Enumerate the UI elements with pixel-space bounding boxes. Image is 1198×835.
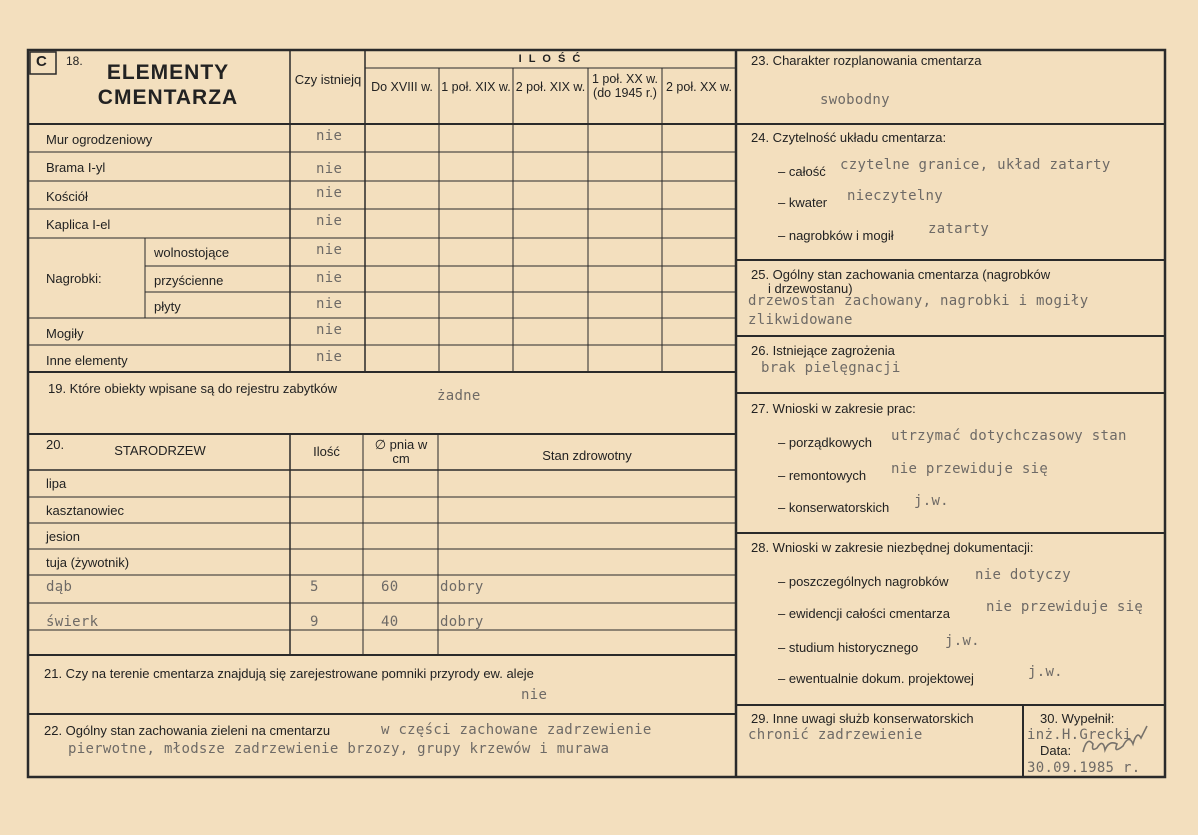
- s20-row-qty: 9: [310, 614, 319, 630]
- s18-row-exists: nie: [316, 128, 343, 144]
- s20-row-qty: 5: [310, 579, 319, 595]
- col-health-header: Stan zdrowotny: [542, 448, 632, 463]
- period-header: 1 poł. XIX w.: [441, 80, 511, 94]
- s27-item-value: j.w.: [914, 493, 949, 509]
- s30-filled-by: inż.H.Grecki: [1027, 727, 1132, 743]
- s24-item-value: zatarty: [928, 221, 990, 237]
- s27-item-label: – konserwatorskich: [778, 500, 890, 515]
- qty-header: I L O Ś Ć: [518, 53, 583, 65]
- s18-row-label: Inne elementy: [46, 353, 128, 368]
- s23-value: swobodny: [820, 92, 890, 108]
- s18-row-exists: nie: [316, 213, 343, 229]
- s20-row-diam: 60: [381, 579, 399, 595]
- s18-title-line2: CMENTARZA: [97, 86, 239, 109]
- s29-label: 29. Inne uwagi służb konserwatorskich: [751, 711, 974, 726]
- s26-value: brak pielęgnacji: [761, 360, 901, 376]
- s24-item-label: – całość: [778, 164, 826, 179]
- s25-label-line1: 25. Ogólny stan zachowania cmentarza (nagrobków: [751, 267, 1051, 282]
- s25-label-line2: i drzewostanu): [768, 281, 853, 296]
- s18-row-exists: nie: [316, 161, 343, 177]
- s26-label: 26. Istniejące zagrożenia: [751, 343, 895, 358]
- col-exists-header: Czy istniejq: [294, 72, 362, 87]
- s27-item-value: nie przewiduje się: [891, 461, 1049, 477]
- s28-item-value: j.w.: [1028, 664, 1063, 680]
- s28-item-label: – studium historycznego: [778, 640, 919, 655]
- s27-item-value: utrzymać dotychczasowy stan: [891, 428, 1127, 444]
- s18-row-label: przyścienne: [154, 273, 224, 288]
- s24-item-value: czytelne granice, układ zatarty: [840, 157, 1111, 173]
- s18-row-label: Kościół: [46, 189, 88, 204]
- col-diam-header: ∅ pnia w cm: [374, 437, 428, 466]
- s18-row-exists: nie: [316, 322, 343, 338]
- s28-item-label: – poszczególnych nagrobków: [778, 574, 949, 589]
- s20-row-species: jesion: [46, 529, 80, 544]
- s18-row-label: wolnostojące: [154, 245, 230, 260]
- s20-title: STARODRZEW: [114, 443, 206, 458]
- s24-item-label: – kwater: [778, 195, 828, 210]
- s20-row-diam: 40: [381, 614, 399, 630]
- s21-label: 21. Czy na terenie cmentarza znajdują się zarejestrowane pomniki przyrody ew. aleje: [44, 666, 534, 681]
- s20-row-health: dobry: [440, 579, 484, 595]
- s19-value: żadne: [437, 388, 481, 404]
- period-header: Do XVIII w.: [371, 80, 433, 94]
- s28-item-value: nie dotyczy: [975, 567, 1072, 583]
- period-header: 2 poł. XIX w.: [515, 80, 586, 94]
- s24-item-value: nieczytelny: [847, 188, 944, 204]
- s19-label: 19. Które obiekty wpisane są do rejestru zabytków: [48, 381, 338, 396]
- s22-value-line2: pierwotne, młodsze zadrzewienie brzozy, grupy krzewów i murawa: [68, 741, 610, 757]
- s30-label: 30. Wypełnił:: [1040, 711, 1115, 726]
- s28-label: 28. Wnioski w zakresie niezbędnej dokumentacji:: [751, 540, 1034, 555]
- period-header: 1 poł. XX w. (do 1945 r.): [591, 72, 658, 100]
- section-letter: C: [36, 53, 47, 70]
- s27-item-label: – remontowych: [778, 468, 867, 483]
- s18-title-line1: ELEMENTY: [106, 61, 230, 84]
- nagrobki-group-label: Nagrobki:: [46, 271, 102, 286]
- s29-value: chronić zadrzewienie: [748, 727, 923, 743]
- s18-number: 18.: [66, 54, 83, 68]
- s25-value-line2: zlikwidowane: [748, 312, 853, 328]
- s22-label: 22. Ogólny stan zachowania zieleni na cmentarzu: [44, 723, 331, 738]
- s20-row-species: kasztanowiec: [46, 503, 125, 518]
- s24-label: 24. Czytelność układu cmentarza:: [751, 130, 947, 145]
- s18-row-label: Kaplica I-el: [46, 217, 111, 232]
- period-header: 2 poł. XX w.: [665, 80, 732, 94]
- s18-row-label: Mogiły: [46, 326, 84, 341]
- s18-row-exists: nie: [316, 270, 343, 286]
- s18-row-label: Mur ogrodzeniowy: [46, 132, 153, 147]
- s20-row-health: dobry: [440, 614, 484, 630]
- s18-row-exists: nie: [316, 242, 343, 258]
- s25-value-line1: drzewostan zachowany, nagrobki i mogiły: [748, 293, 1089, 309]
- s23-label: 23. Charakter rozplanowania cmentarza: [751, 53, 982, 68]
- s18-row-exists: nie: [316, 296, 343, 312]
- s30-date-label: Data:: [1040, 743, 1072, 758]
- s28-item-label: – ewidencji całości cmentarza: [778, 606, 950, 621]
- s18-row-label: Brama I-yl: [46, 160, 106, 175]
- s20-row-species: dąb: [46, 579, 73, 595]
- s28-item-value: nie przewiduje się: [986, 599, 1144, 615]
- s20-row-species: tuja (żywotnik): [46, 555, 130, 570]
- s28-item-value: j.w.: [945, 633, 980, 649]
- s27-item-label: – porządkowych: [778, 435, 872, 450]
- s24-item-label: – nagrobków i mogił: [778, 228, 894, 243]
- s18-row-exists: nie: [316, 349, 343, 365]
- s20-row-species: świerk: [46, 614, 99, 630]
- s27-label: 27. Wnioski w zakresie prac:: [751, 401, 916, 416]
- s20-row-species: lipa: [46, 476, 67, 491]
- s28-item-label: – ewentualnie dokum. projektowej: [778, 671, 974, 686]
- s20-number: 20.: [46, 437, 65, 452]
- s18-row-exists: nie: [316, 185, 343, 201]
- s30-date: 30.09.1985 r.: [1027, 760, 1141, 776]
- s18-row-label: płyty: [154, 299, 181, 314]
- col-qty-header: Ilość: [313, 444, 340, 459]
- s22-value-line1: w części zachowane zadrzewienie: [381, 722, 652, 738]
- s21-value: nie: [521, 687, 548, 703]
